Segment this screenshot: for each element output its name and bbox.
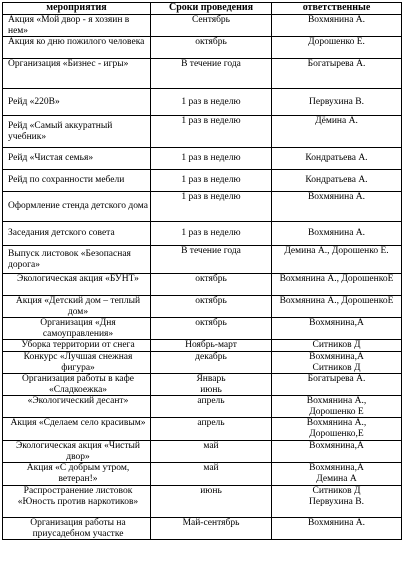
event-cell: Рейд «Самый аккуратный учебник» xyxy=(3,116,151,148)
responsible-cell: Вохмянина А., Дорошенко Е xyxy=(272,396,402,418)
table-row xyxy=(3,246,402,274)
responsible-cell: Богатырева А. xyxy=(272,59,402,89)
dates-cell: 1 раз в неделю xyxy=(151,89,272,116)
table-row xyxy=(3,148,402,170)
event-cell: Оформление стенда детского дома xyxy=(3,192,151,222)
table-row xyxy=(3,59,402,89)
responsible-cell: Вохмянина А. xyxy=(272,222,402,246)
event-cell: Акция «Мой двор - я хозяин в нем» xyxy=(3,15,151,37)
event-cell: Акция «Сделаем село красивым» xyxy=(3,418,151,441)
dates-cell: 1 раз в неделю xyxy=(151,116,272,148)
dates-cell: В течение года xyxy=(151,246,272,274)
responsible-cell: Вохмянина А., ДорошенкоЕ xyxy=(272,274,402,296)
dates-cell: Сентябрь xyxy=(151,15,272,37)
dates-cell: июнь xyxy=(151,486,272,518)
table-row xyxy=(3,318,402,340)
dates-cell: 1 раз в неделю xyxy=(151,192,272,222)
event-cell: Акция ко дню пожилого человека xyxy=(3,37,151,59)
table-row xyxy=(3,518,402,540)
responsible-cell: Вохмянина,А xyxy=(272,441,402,463)
responsible-cell: Ситников Д xyxy=(272,340,402,352)
table-row xyxy=(3,296,402,318)
responsible-cell: Вохмянина А. xyxy=(272,518,402,540)
dates-cell: октябрь xyxy=(151,296,272,318)
event-cell: Уборка территории от снега xyxy=(3,340,151,352)
table-row xyxy=(3,441,402,463)
header-dates: Сроки проведения xyxy=(151,3,272,15)
table-row xyxy=(3,15,402,37)
event-cell: Организация «Дня самоуправления» xyxy=(3,318,151,340)
dates-cell: октябрь xyxy=(151,37,272,59)
header-row xyxy=(3,3,402,15)
dates-cell: декабрь xyxy=(151,352,272,374)
event-cell: Рейд «220В» xyxy=(3,89,151,116)
dates-cell: октябрь xyxy=(151,318,272,340)
event-cell: Экологическая акция «Чистый двор» xyxy=(3,441,151,463)
responsible-cell: Вохмянина,А xyxy=(272,318,402,340)
dates-cell: 1 раз в неделю xyxy=(151,222,272,246)
event-cell: «Экологический десант» xyxy=(3,396,151,418)
responsible-cell: Демина А., Дорошенко Е. xyxy=(272,246,402,274)
table-row xyxy=(3,352,402,374)
table-row xyxy=(3,37,402,59)
table-row xyxy=(3,418,402,441)
event-cell: Акция «Детский дом – теплый дом» xyxy=(3,296,151,318)
responsible-cell: Дёмина А. xyxy=(272,116,402,148)
table-row xyxy=(3,170,402,192)
event-cell: Акция «С добрым утром, ветеран!» xyxy=(3,463,151,486)
table-row xyxy=(3,396,402,418)
table-row xyxy=(3,463,402,486)
dates-cell: май xyxy=(151,441,272,463)
table-row xyxy=(3,274,402,296)
event-cell: Экологическая акция «БУНТ» xyxy=(3,274,151,296)
responsible-cell: Вохмянина,А Демина А xyxy=(272,463,402,486)
event-cell: Выпуск листовок «Безопасная дорога» xyxy=(3,246,151,274)
table-row xyxy=(3,192,402,222)
responsible-cell: Вохмянина А. xyxy=(272,15,402,37)
table-row xyxy=(3,89,402,116)
dates-cell: 1 раз в неделю xyxy=(151,148,272,170)
responsible-cell: Кондратьева А. xyxy=(272,170,402,192)
table-row xyxy=(3,222,402,246)
header-responsible: ответственные xyxy=(272,3,402,15)
table-row xyxy=(3,340,402,352)
dates-cell: В течение года xyxy=(151,59,272,89)
event-cell: Распространение листовок «Юность против наркотиков» xyxy=(3,486,151,518)
responsible-cell: Первухина В. xyxy=(272,89,402,116)
event-cell: Организация «Бизнес - игры» xyxy=(3,59,151,89)
events-table xyxy=(2,2,402,540)
responsible-cell: Вохмянина А., ДорошенкоЕ xyxy=(272,296,402,318)
event-cell: Рейд «Чистая семья» xyxy=(3,148,151,170)
event-cell: Заседания детского совета xyxy=(3,222,151,246)
table-row xyxy=(3,116,402,148)
responsible-cell: Ситников Д Первухина В. xyxy=(272,486,402,518)
event-cell: Организация работы на приусадебном участке xyxy=(3,518,151,540)
dates-cell: Май-сентябрь xyxy=(151,518,272,540)
table-row xyxy=(3,486,402,518)
dates-cell: апрель xyxy=(151,396,272,418)
dates-cell: апрель xyxy=(151,418,272,441)
responsible-cell: Дорошенко Е. xyxy=(272,37,402,59)
header-event: мероприятия xyxy=(3,3,151,15)
dates-cell: май xyxy=(151,463,272,486)
event-cell: Конкурс «Лучшая снежная фигура» xyxy=(3,352,151,374)
responsible-cell: Вохмянина,А Ситников Д xyxy=(272,352,402,374)
event-cell: Организация работы в кафе «Сладкоежка» xyxy=(3,374,151,396)
dates-cell: Январь июнь xyxy=(151,374,272,396)
responsible-cell: Вохмянина А., Дорошенко,Е xyxy=(272,418,402,441)
responsible-cell: Вохмянина А. xyxy=(272,192,402,222)
table-row xyxy=(3,374,402,396)
responsible-cell: Кондратьева А. xyxy=(272,148,402,170)
dates-cell: 1 раз в неделю xyxy=(151,170,272,192)
dates-cell: Ноябрь-март xyxy=(151,340,272,352)
dates-cell: октябрь xyxy=(151,274,272,296)
event-cell: Рейд по сохранности мебели xyxy=(3,170,151,192)
responsible-cell: Богатырева А. xyxy=(272,374,402,396)
